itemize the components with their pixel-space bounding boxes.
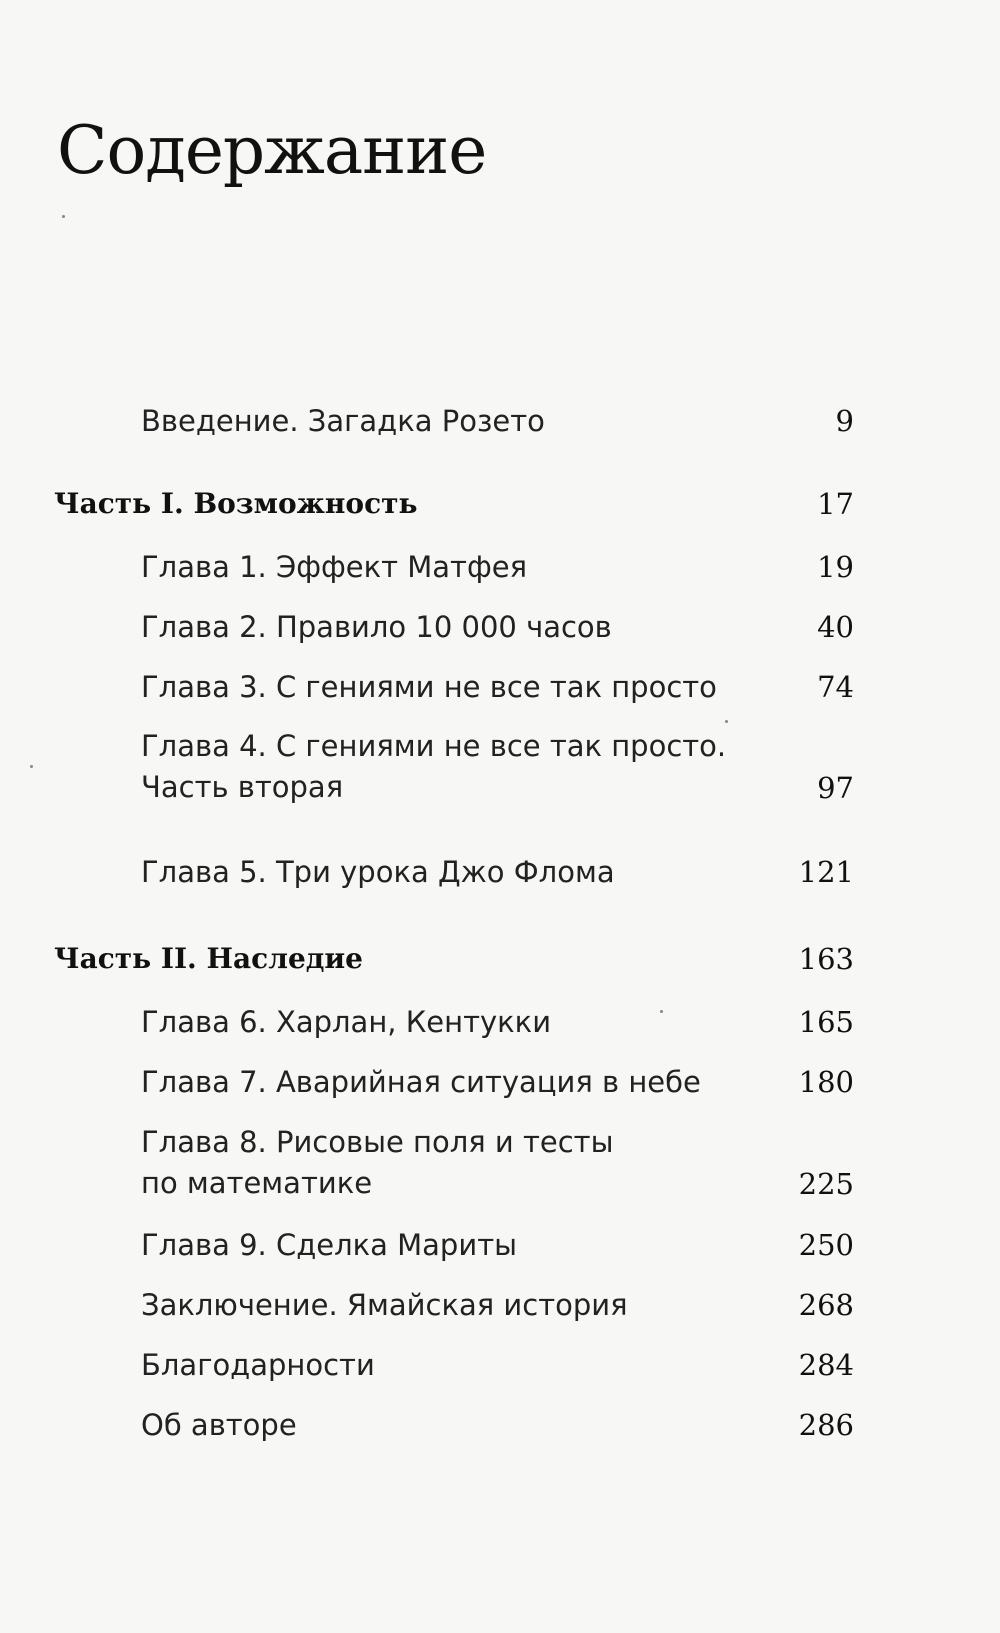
toc-entry-page: 225 (798, 1167, 854, 1201)
toc-entry-label: Об авторе (141, 1408, 297, 1442)
toc-entry-label: Глава 4. С гениями не все так просто. Часть вторая (141, 729, 727, 804)
toc-entry-page: 284 (798, 1348, 854, 1382)
toc-entry-page: 40 (817, 610, 854, 644)
toc-entry-label: Благодарности (141, 1348, 375, 1382)
toc-part-page: 17 (817, 487, 854, 521)
toc-entry-label: Введение. Загадка Розето (141, 404, 545, 438)
paper-speck (30, 765, 33, 768)
toc-part-label: Часть I. Возможность (54, 487, 418, 520)
toc-entry-page: 74 (817, 670, 854, 704)
toc-entry-label: Глава 5. Три урока Джо Флома (141, 855, 615, 889)
toc-entry-page: 9 (835, 404, 854, 438)
toc-entry-label: Заключение. Ямайская история (141, 1288, 628, 1322)
toc-entry-page: 19 (817, 550, 854, 584)
paper-speck (660, 1010, 663, 1013)
toc-part-page: 163 (798, 942, 854, 976)
toc-entry-page: 121 (798, 855, 854, 889)
toc-entry-page: 165 (798, 1005, 854, 1039)
page-title: Содержание (57, 112, 487, 189)
toc-part-label: Часть II. Наследие (54, 942, 363, 975)
toc-entry-label: Глава 3. С гениями не все так просто (141, 670, 717, 704)
paper-speck (62, 215, 65, 218)
toc-entry-label: Глава 1. Эффект Матфея (141, 550, 528, 584)
toc-entry-label: Глава 6. Харлан, Кентукки (141, 1005, 552, 1039)
toc-entry-label: Глава 9. Сделка Мариты (141, 1228, 517, 1262)
paper-speck (725, 720, 728, 723)
toc-entry-label: Глава 2. Правило 10 000 часов (141, 610, 612, 644)
toc-entry-page: 180 (798, 1065, 854, 1099)
toc-entry-page: 268 (798, 1288, 854, 1322)
toc-entry-label: Глава 7. Аварийная ситуация в небе (141, 1065, 701, 1099)
toc-entry-page: 97 (817, 771, 854, 805)
toc-entry-page: 286 (798, 1408, 854, 1442)
toc-entry-label: Глава 8. Рисовые поля и тесты по математике (141, 1125, 614, 1200)
toc-entry-page: 250 (798, 1228, 854, 1262)
